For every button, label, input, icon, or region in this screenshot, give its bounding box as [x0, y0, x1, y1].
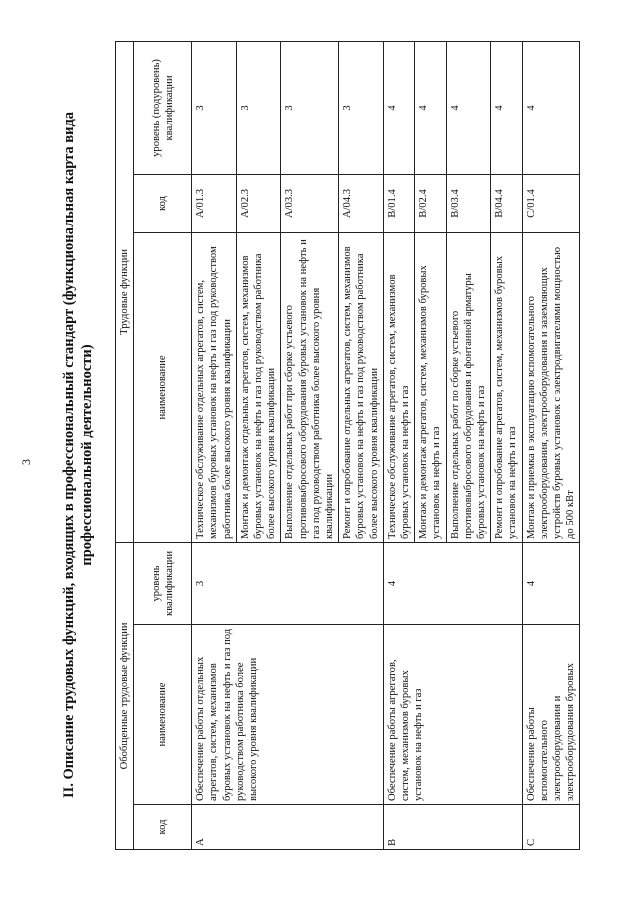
- function-code: C/01.4: [522, 174, 580, 232]
- function-level: 3: [339, 41, 384, 174]
- table-row: [383, 41, 414, 849]
- function-level: 4: [415, 41, 446, 174]
- header-name: наименование: [134, 625, 192, 805]
- function-level: 4: [383, 41, 414, 174]
- header-level: уровень квалификации: [134, 542, 192, 624]
- function-code: B/01.4: [383, 174, 414, 232]
- function-code: B/02.4: [415, 174, 446, 232]
- table-body: [192, 41, 580, 849]
- function-name: Монтаж и приемка в эксплуатацию вспомогательного электрооборудования, электрооборудования и заземляющих устройств буровых установок с электродвигателями мощностью до 500 кВт: [522, 232, 580, 542]
- function-level: 4: [446, 41, 491, 174]
- header-generalized-functions: Обобщенные трудовые функции: [116, 542, 134, 849]
- group-level: 3: [192, 542, 384, 624]
- function-level: 3: [281, 41, 339, 174]
- page-number: 3: [19, 459, 33, 465]
- function-level: 3: [192, 41, 237, 174]
- table-row: [192, 41, 237, 849]
- function-level: 3: [236, 41, 281, 174]
- function-code: A/03.3: [281, 174, 339, 232]
- function-code: A/01.3: [192, 174, 237, 232]
- function-code: A/02.3: [236, 174, 281, 232]
- header-code: код: [134, 805, 192, 850]
- function-name: Ремонт и опробование отдельных агрегатов, систем, механизмов буровых установок на нефть и газ под руководством работника более высокого уровня квалификации: [339, 232, 384, 542]
- function-code: B/03.4: [446, 174, 491, 232]
- function-level: 4: [491, 41, 522, 174]
- section-title-continued: профессиональной деятельности): [79, 344, 95, 566]
- header-tf-level: уровень (подуровень) квалификации: [134, 41, 192, 174]
- group-name: Обеспечение работы отдельных агрегатов, систем, механизмов буровых установок на нефть и газ под руководством работника более высокого уровня квалификации: [192, 625, 384, 805]
- group-name: Обеспечение работы агрегатов, систем, механизмов буровых установок на нефть и газ: [383, 625, 522, 805]
- section-title: II. Описание трудовых функций, входящих в профессиональный стандарт (функциональная карта вида: [61, 111, 77, 799]
- group-name: Обеспечение работы вспомогательного электрооборудования и электрооборудования буровых: [522, 625, 580, 805]
- header-tf-name: наименование: [134, 232, 192, 542]
- header-labor-functions: Трудовые функции: [116, 41, 134, 542]
- group-code: B: [383, 805, 522, 850]
- group-code: C: [522, 805, 580, 850]
- functional-map-table: [115, 41, 580, 850]
- function-level: 4: [522, 41, 580, 174]
- header-row-2: [134, 41, 192, 849]
- function-code: B/04.4: [491, 174, 522, 232]
- function-name: Монтаж и демонтаж отдельных агрегатов, систем, механизмов буровых установок на нефть и газ под руководством работника более высокого уровня квалификации: [236, 232, 281, 542]
- function-name: Монтаж и демонтаж агрегатов, систем, механизмов буровых установок на нефть и газ: [415, 232, 446, 542]
- function-name: Техническое обслуживание агрегатов, систем, механизмов буровых установок на нефть и газ: [383, 232, 414, 542]
- function-name: Техническое обслуживание отдельных агрегатов, систем, механизмов буровых установок на нефть и газ под руководством работника более высокого уровня квалификации: [192, 232, 237, 542]
- group-level: 4: [522, 542, 580, 624]
- table-row: [522, 41, 580, 849]
- header-row-1: [116, 41, 134, 849]
- function-code: A/04.3: [339, 174, 384, 232]
- function-name: Ремонт и опробование агрегатов, систем, механизмов буровых установок на нефть и газ: [491, 232, 522, 542]
- function-name: Выполнение отдельных работ по сборке устьевого противовыбросового оборудования и фонтанной арматуры буровых установок на нефть и газ: [446, 232, 491, 542]
- group-level: 4: [383, 542, 522, 624]
- function-name: Выполнение отдельных работ при сборке устьевого противовыбросового оборудования буровых установок на нефть и газ под руководством работника более высокого уровня квалификации: [281, 232, 339, 542]
- header-tf-code: код: [134, 174, 192, 232]
- group-code: A: [192, 805, 384, 850]
